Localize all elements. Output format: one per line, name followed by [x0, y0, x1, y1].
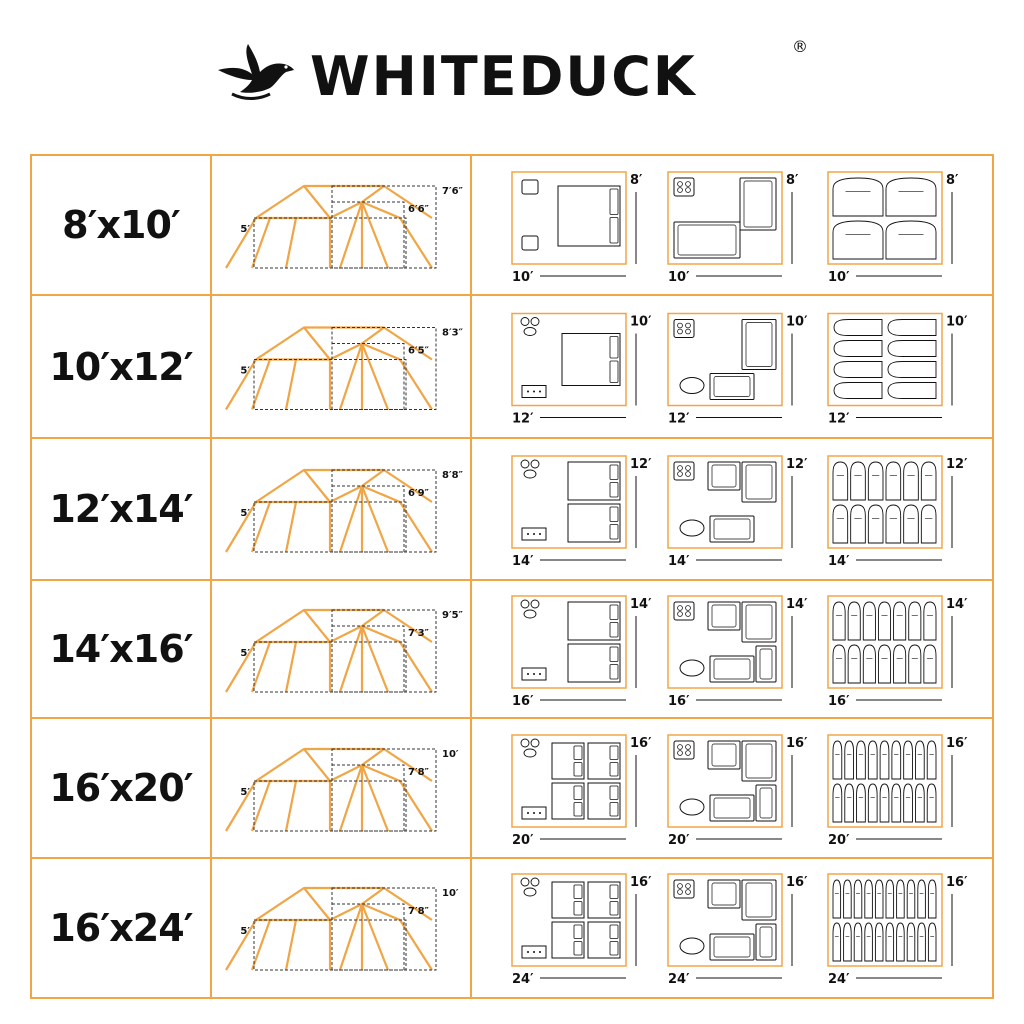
living-layout-plan: [512, 172, 643, 285]
sleeping-bag-layout-plan: [828, 874, 968, 987]
bed-icon: [552, 922, 584, 958]
cot-icon: [708, 462, 740, 490]
sleeping-bag-icon: [880, 741, 889, 779]
tent-drawing: [226, 610, 464, 692]
width-dimension-label: 12′: [630, 457, 652, 472]
living-layout-plan: [512, 735, 652, 848]
sleeping-bag-icon: [834, 362, 882, 378]
length-dimension-label: 16′: [668, 694, 690, 709]
peak-height-label: 8′8″: [442, 470, 464, 481]
sleeping-bag-icon: [886, 923, 894, 961]
tent-elevation-cell: [212, 439, 472, 579]
sleeping-bag-icon: [888, 341, 936, 357]
tent-drawing: [226, 186, 464, 268]
width-dimension-label: 16′: [946, 875, 968, 890]
cot-icon: [708, 602, 740, 630]
bed-icon: [568, 462, 620, 500]
living-layout-plan: [512, 874, 652, 987]
cot-icon: [710, 795, 754, 821]
sleeping-bag-icon: [833, 923, 841, 961]
sleeping-bag-icon: [907, 880, 915, 918]
sofa-button: [539, 391, 541, 393]
sleeping-bag-icon: [894, 602, 906, 640]
length-dimension-label: 12′: [668, 411, 690, 427]
sleeping-bag-icon: [868, 462, 883, 500]
sleeping-bag-icon: [924, 645, 936, 683]
tent-roof-edge: [256, 328, 330, 360]
sleeping-bag-icon: [909, 645, 921, 683]
cot-layout-plan: [668, 456, 808, 569]
sleeping-bag-icon: [909, 602, 921, 640]
sleeping-bag-icon: [928, 923, 936, 961]
brand-name: WHITEDUCK: [310, 45, 697, 108]
sleeping-bag-icon: [886, 462, 901, 500]
sleeping-bag-icon: [833, 880, 841, 918]
tent-elevation-cell: [212, 719, 472, 857]
sleeping-bag-icon: [857, 741, 866, 779]
tent-size-chart: [30, 154, 994, 999]
tent-drawing: [226, 888, 459, 970]
sofa-button: [539, 533, 541, 535]
registered-mark: ®: [792, 37, 808, 56]
length-dimension-label: 24′: [512, 972, 534, 987]
wall-height-label: 5′: [240, 648, 250, 659]
cot-layout-plan: [668, 596, 808, 709]
sleeping-bag-icon: [928, 880, 936, 918]
sleeping-bag-icon: [880, 784, 889, 822]
sofa-button: [539, 951, 541, 953]
floor-plans-cell: [472, 581, 992, 717]
cot-icon: [742, 320, 776, 370]
tent-row: [32, 581, 992, 719]
width-dimension-label: 14′: [946, 597, 968, 612]
width-dimension-label: 12′: [946, 457, 968, 472]
size-cell: [32, 581, 212, 717]
length-dimension-label: 24′: [828, 972, 850, 987]
length-dimension-label: 20′: [828, 833, 850, 848]
width-dimension-label: 16′: [630, 875, 652, 890]
sleeping-bag-icon: [845, 784, 854, 822]
width-dimension-label: 14′: [786, 597, 808, 612]
sofa-button: [527, 673, 529, 675]
sleeping-bag-icon: [848, 645, 860, 683]
sleeping-bag-icon: [897, 880, 905, 918]
width-dimension-label: 16′: [630, 736, 652, 751]
tent-elevation-diagram: [212, 719, 470, 859]
length-dimension-label: 14′: [512, 554, 534, 569]
peak-height-label: 10′: [442, 888, 459, 899]
door-height-label: 6′5″: [408, 345, 430, 357]
cot-icon: [740, 178, 776, 230]
bed-icon: [568, 504, 620, 542]
tent-elevation-cell: [212, 156, 472, 294]
length-dimension-label: 16′: [828, 694, 850, 709]
sleeping-bag-icon: [865, 923, 873, 961]
tent-roof-edge: [256, 186, 330, 218]
width-dimension-label: 10′: [786, 314, 808, 330]
stove-icon: [674, 462, 694, 480]
sofa-button: [527, 533, 529, 535]
sleeping-bag-icon: [904, 784, 913, 822]
sofa-button: [539, 673, 541, 675]
width-dimension-label: 8′: [630, 173, 643, 188]
sleeping-bag-icon: [833, 221, 883, 259]
cot-icon: [756, 785, 776, 821]
sleeping-bag-icon: [888, 320, 936, 336]
sleeping-bag-icon: [844, 880, 852, 918]
sleeping-bag-icon: [927, 784, 936, 822]
wall-height-label: 5′: [240, 787, 250, 798]
sleeping-bag-icon: [833, 462, 848, 500]
sleeping-bag-icon: [833, 741, 842, 779]
brand-header: [214, 38, 814, 114]
sleeping-bag-icon: [904, 462, 919, 500]
door-height-label: 7′8″: [408, 906, 430, 917]
size-cell: [32, 296, 212, 437]
bed-icon: [552, 882, 584, 918]
width-dimension-label: 16′: [946, 736, 968, 751]
sleeping-bag-icon: [854, 880, 862, 918]
floor-plans-cell: [472, 296, 992, 437]
cot-icon: [710, 374, 754, 400]
tent-roof-edge: [256, 470, 330, 502]
sleeping-bag-icon: [886, 880, 894, 918]
living-layout-plan: [512, 314, 652, 427]
cot-icon: [674, 222, 740, 258]
stove-icon: [674, 880, 694, 898]
sleeping-bag-icon: [894, 645, 906, 683]
width-dimension-label: 14′: [630, 597, 652, 612]
length-dimension-label: 12′: [828, 411, 850, 427]
tent-elevation-diagram: [212, 439, 470, 581]
wall-height-label: 5′: [240, 508, 250, 519]
sleeping-bag-icon: [918, 880, 926, 918]
sleeping-bag-icon: [833, 645, 845, 683]
sofa-button: [539, 812, 541, 814]
tent-size-label: 14′x16′: [49, 627, 193, 671]
length-dimension-label: 12′: [512, 411, 534, 427]
floor-plans-cell: [472, 719, 992, 857]
bed-icon: [558, 186, 620, 246]
sleeping-bag-layout-plan: [828, 596, 968, 709]
peak-height-label: 9′5″: [442, 610, 464, 621]
cot-icon: [756, 646, 776, 682]
stove-icon: [674, 741, 694, 759]
tent-drawing: [226, 749, 459, 831]
door-height-label: 6′9″: [408, 488, 430, 499]
tent-elevation-diagram: [212, 581, 470, 719]
sleeping-bag-icon: [868, 784, 877, 822]
sleeping-bag-icon: [888, 383, 936, 399]
sleeping-bag-layout-plan: [828, 172, 959, 285]
sleeping-bag-icon: [833, 784, 842, 822]
length-dimension-label: 20′: [668, 833, 690, 848]
cot-layout-plan: [668, 735, 808, 848]
armchair-icon: [522, 180, 538, 194]
sleeping-bag-icon: [904, 505, 919, 543]
tent-size-label: 12′x14′: [49, 487, 193, 531]
sleeping-bag-icon: [868, 741, 877, 779]
tent-row: [32, 719, 992, 859]
cot-icon: [742, 741, 776, 781]
tent-roof-edge: [256, 749, 330, 781]
sleeping-bag-icon: [833, 602, 845, 640]
sleeping-bag-icon: [833, 178, 883, 216]
tent-size-label: 16′x20′: [49, 766, 193, 810]
tent-elevation-cell: [212, 296, 472, 437]
bed-icon: [562, 334, 620, 386]
cot-icon: [756, 924, 776, 960]
bed-icon: [568, 602, 620, 640]
living-layout-plan: [512, 596, 652, 709]
width-dimension-label: 8′: [946, 173, 959, 188]
width-dimension-label: 12′: [786, 457, 808, 472]
tent-row: [32, 859, 992, 997]
length-dimension-label: 16′: [512, 694, 534, 709]
cot-icon: [710, 656, 754, 682]
sleeping-bag-icon: [857, 784, 866, 822]
wall-height-label: 5′: [240, 365, 250, 377]
floor-plan-diagrams: [472, 581, 992, 719]
tent-elevation-diagram: [212, 156, 470, 296]
width-dimension-label: 10′: [946, 314, 968, 330]
length-dimension-label: 10′: [512, 270, 534, 285]
sleeping-bag-icon: [886, 505, 901, 543]
tent-drawing: [226, 470, 464, 552]
sleeping-bag-icon: [875, 923, 883, 961]
length-dimension-label: 10′: [668, 270, 690, 285]
tent-elevation-cell: [212, 859, 472, 997]
wall-height-label: 5′: [240, 224, 250, 235]
cot-icon: [742, 462, 776, 502]
size-cell: [32, 719, 212, 857]
sleeping-bag-icon: [888, 362, 936, 378]
armchair-icon: [522, 236, 538, 250]
sofa-button: [533, 533, 535, 535]
bed-icon: [568, 644, 620, 682]
floor-plan-diagrams: [472, 439, 992, 581]
sleeping-bag-icon: [904, 741, 913, 779]
sleeping-bag-icon: [892, 741, 901, 779]
size-cell: [32, 439, 212, 579]
tent-roof-edge: [256, 610, 330, 642]
sleeping-bag-icon: [886, 221, 936, 259]
floor-plans-cell: [472, 156, 992, 294]
sofa-button: [533, 812, 535, 814]
sleeping-bag-icon: [833, 505, 848, 543]
sleeping-bag-icon: [921, 462, 936, 500]
width-dimension-label: 16′: [786, 736, 808, 751]
bed-icon: [588, 882, 620, 918]
cot-icon: [742, 602, 776, 642]
stove-icon: [674, 178, 694, 196]
sleeping-bag-icon: [924, 602, 936, 640]
wall-height-label: 5′: [240, 926, 250, 937]
sleeping-bag-icon: [915, 784, 924, 822]
size-cell: [32, 156, 212, 294]
sleeping-bag-layout-plan: [828, 314, 968, 427]
sleeping-bag-icon: [868, 505, 883, 543]
sleeping-bag-icon: [834, 383, 882, 399]
sleeping-bag-icon: [848, 602, 860, 640]
peak-height-label: 8′3″: [442, 327, 464, 339]
door-height-label: 6′6″: [408, 204, 430, 215]
width-dimension-label: 16′: [786, 875, 808, 890]
peak-height-label: 10′: [442, 749, 459, 760]
sleeping-bag-icon: [878, 602, 890, 640]
sleeping-bag-layout-plan: [828, 456, 968, 569]
floor-plan-diagrams: [472, 859, 992, 997]
sleeping-bag-icon: [918, 923, 926, 961]
cot-icon: [710, 934, 754, 960]
cot-layout-plan: [668, 874, 808, 987]
floor-plan-diagrams: [472, 296, 992, 439]
tent-size-label: 8′x10′: [62, 203, 180, 247]
size-cell: [32, 859, 212, 997]
living-layout-plan: [512, 456, 652, 569]
floor-plans-cell: [472, 439, 992, 579]
sleeping-bag-icon: [865, 880, 873, 918]
sleeping-bag-icon: [834, 341, 882, 357]
length-dimension-label: 14′: [828, 554, 850, 569]
bed-icon: [552, 743, 584, 779]
tent-elevation-diagram: [212, 859, 470, 997]
tent-row: [32, 156, 992, 296]
tent-size-label: 16′x24′: [49, 906, 193, 950]
sleeping-bag-icon: [878, 645, 890, 683]
sleeping-bag-layout-plan: [828, 735, 968, 848]
sleeping-bag-icon: [892, 784, 901, 822]
sleeping-bag-icon: [845, 741, 854, 779]
sleeping-bag-icon: [886, 178, 936, 216]
sofa-button: [533, 673, 535, 675]
sofa-button: [527, 391, 529, 393]
length-dimension-label: 10′: [828, 270, 850, 285]
tent-elevation-cell: [212, 581, 472, 717]
width-dimension-label: 8′: [786, 173, 799, 188]
sleeping-bag-icon: [875, 880, 883, 918]
door-height-label: 7′8″: [408, 767, 430, 778]
sofa-button: [533, 391, 535, 393]
tent-roof-edge: [256, 888, 330, 920]
sleeping-bag-icon: [907, 923, 915, 961]
bed-icon: [588, 783, 620, 819]
tent-row: [32, 296, 992, 439]
sleeping-bag-icon: [844, 923, 852, 961]
sleeping-bag-icon: [834, 320, 882, 336]
cot-icon: [708, 880, 740, 908]
bed-icon: [588, 743, 620, 779]
peak-height-label: 7′6″: [442, 186, 464, 197]
width-dimension-label: 10′: [630, 314, 652, 330]
sleeping-bag-icon: [851, 505, 866, 543]
cot-icon: [710, 516, 754, 542]
tent-elevation-diagram: [212, 296, 470, 439]
tent-row: [32, 439, 992, 581]
sleeping-bag-icon: [921, 505, 936, 543]
sofa-button: [527, 812, 529, 814]
sleeping-bag-icon: [897, 923, 905, 961]
cot-icon: [708, 741, 740, 769]
duck-icon: [214, 40, 300, 106]
sleeping-bag-icon: [851, 462, 866, 500]
tent-drawing: [226, 328, 464, 410]
length-dimension-label: 20′: [512, 833, 534, 848]
sleeping-bag-icon: [927, 741, 936, 779]
length-dimension-label: 14′: [668, 554, 690, 569]
length-dimension-label: 24′: [668, 972, 690, 987]
sleeping-bag-icon: [915, 741, 924, 779]
tent-size-label: 10′x12′: [49, 344, 193, 389]
sleeping-bag-icon: [854, 923, 862, 961]
cot-icon: [742, 880, 776, 920]
cot-layout-plan: [668, 314, 808, 427]
sofa-button: [527, 951, 529, 953]
stove-icon: [674, 602, 694, 620]
stove-icon: [674, 320, 694, 338]
sleeping-bag-icon: [863, 602, 875, 640]
floor-plan-diagrams: [472, 719, 992, 859]
sleeping-bag-icon: [863, 645, 875, 683]
floor-plan-diagrams: [472, 156, 992, 296]
bed-icon: [552, 783, 584, 819]
bed-icon: [588, 922, 620, 958]
cot-layout-plan: [668, 172, 799, 285]
door-height-label: 7′3″: [408, 628, 430, 639]
floor-plans-cell: [472, 859, 992, 997]
sofa-button: [533, 951, 535, 953]
